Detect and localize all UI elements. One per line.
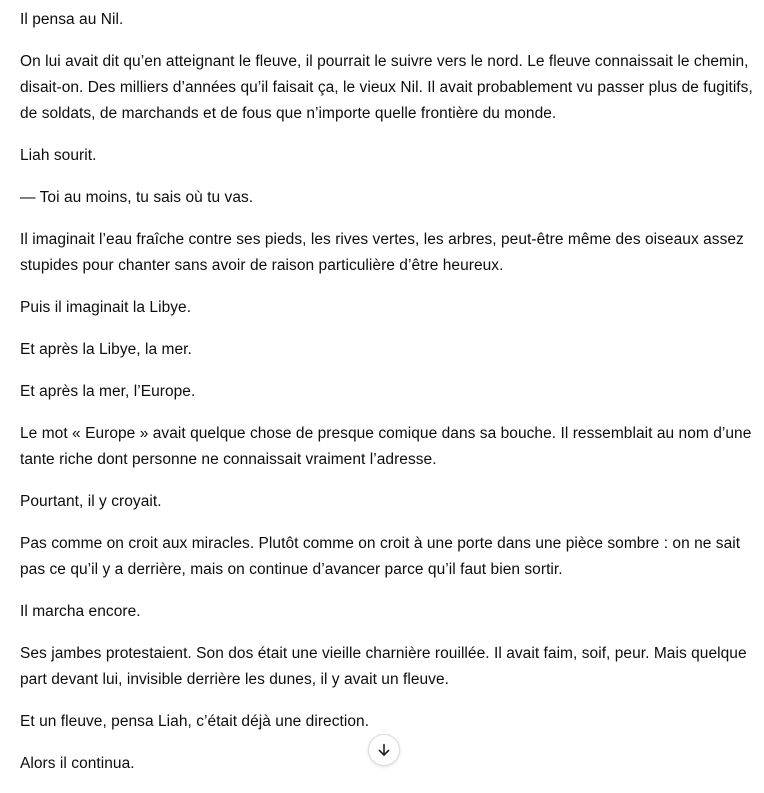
- paragraph: Et un fleuve, pensa Liah, c’était déjà une direction.: [20, 713, 370, 730]
- arrow-down-icon: [376, 742, 392, 758]
- paragraph: — Toi au moins, tu sais où tu vas.: [20, 189, 254, 206]
- message-content: [20, 7, 755, 793]
- paragraph: Et après la mer, l’Europe.: [20, 383, 196, 400]
- paragraph: Ses jambes protestaient. Son dos était une vieille charnière rouillée. Il avait faim, soif, peur. Mais quelque part devant lui, invisible derrière les dunes, il y avait un fleuve.: [20, 645, 747, 688]
- paragraph: Pourtant, il y croyait.: [20, 493, 162, 510]
- paragraph: On lui avait dit qu’en atteignant le fleuve, il pourrait le suivre vers le nord. Le fleuve connaissait le chemin, disait-on. Des milliers d’années qu’il faisait ça, le vieux Nil. Il avait probablement vu passer plus de fugitifs, de soldats, de marchands et de fous que n’importe quelle frontière du monde.: [20, 53, 753, 122]
- paragraph: Il imaginait l’eau fraîche contre ses pieds, les rives vertes, les arbres, peut-être même des oiseaux assez stupides pour chanter sans avoir de raison particulière d’être heureux.: [20, 231, 744, 274]
- paragraph: Puis il imaginait la Libye.: [20, 299, 192, 316]
- paragraph: Liah sourit.: [20, 147, 97, 164]
- paragraph: Et après la Libye, la mer.: [20, 341, 192, 358]
- paragraph: Il pensa au Nil.: [20, 11, 124, 28]
- scroll-to-bottom-button[interactable]: [368, 734, 400, 766]
- paragraph: Alors il continua.: [20, 755, 135, 772]
- paragraph: Le mot « Europe » avait quelque chose de presque comique dans sa bouche. Il ressemblait au nom d’une tante riche dont personne ne connaissait vraiment l’adresse.: [20, 425, 752, 468]
- paragraph: Il marcha encore.: [20, 603, 141, 620]
- paragraph: Pas comme on croit aux miracles. Plutôt comme on croit à une porte dans une pièce sombre : on ne sait pas ce qu’il y a derrière, mais on continue d’avancer parce qu’il faut bien sortir.: [20, 535, 741, 578]
